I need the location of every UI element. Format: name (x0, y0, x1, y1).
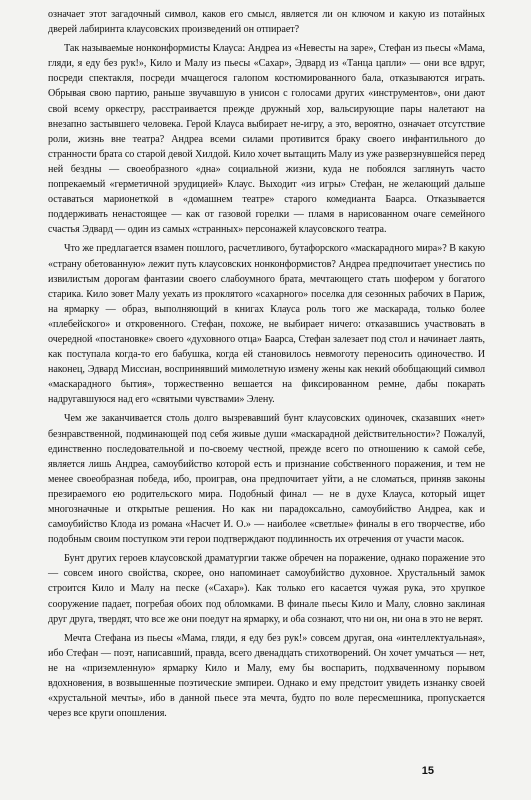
paragraph: означает этот загадочный символ, каков его смысл, является ли он ключом и какую из потайных дверей лабиринта клаусовских произведений он отпирает? (48, 9, 485, 36)
page-number: 15 (421, 765, 434, 777)
paragraph: Чем же заканчивается столь долго вызревавший бунт клаусовских одиночек, сказавших «нет» безнравственной, подминающей под себя живые души «маскарадной действительности»? Пожалуй, единственно последовательной и по-своему честной, прежде всего по отношению к самой себе, является лишь Андреа, самоубийство которой есть и признание собственного поражения, и тем не менее своеобразная победа, ибо, проиграв, она предпочитает уйти, а не сломаться, приняв законы презираемого ею родительского мира. Подобный финал — не в духе Клауса, который ищет многозначные и открытые решения. Но как ни парадоксально, самоубийство Андреа, как и самоубийство Клода из романа «Насчет И. О.» — наиболее «светлые» финалы в его творчестве, ибо подобным своим поступком эти герои подтверждают подлинность их отречения от участи масок. (48, 413, 485, 546)
paragraph: Так называемые нонконформисты Клауса: Андреа из «Невесты на заре», Стефан из пьесы «Мама, гляди, я еду без рук!», Кило и Малу из пьесы «Сахар», Эдвард из «Танца цапли» — они все вдруг, посреди спектакля, посреди мчащегося галопом костюмированного бала, отказываются играть. Обрывая свою партию, раньше звучавшую в унисон с голосами других «инструментов», они дают свой всему оркестру, расстраивается прежде дружный хор, вальсирующие пары налетают на внезапно застывшего человека. Герой Клауса выбирает не-игру, а это, вероятно, означает отсутствие роли, жизнь вне театра? Андреа всеми силами противится браку своего инфантильного до странности брата со старой девой Хилдой. Кило хочет вытащить Малу из уже разверзнувшейся перед ней бездны — своеобразного «дна» социальной жизни, куда не побоялся заглянуть часто попрекаемый «герметичной эрудицией» Клаус. Выходит «из игры» Стефан, не желающий дальше оставаться марионеткой в «домашнем театре» старого комедианта Баарса. Отказывается поддерживать ненастоящее — как от газовой горелки — пламя в нарисованном очаге семейного счастья Эдвард — один из самых «странных» персонажей клаусовского театра. (48, 43, 485, 236)
paragraph: Бунт других героев клаусовской драматургии также обречен на поражение, однако поражение это — совсем иного свойства, скорее, оно напоминает самоубийство духовное. Хрустальный замок строится Кило и Малу на песке («Сахар»). Как только его касается чужая рука, это хрупкое сооружение падает, погребая обоих под обломками. В финале пьесы Кило и Малу, словно заклиная друг друга, твердят, что все же они поедут на ярмарку, и оба сознают, что ни он, ни она в это не верят. (48, 553, 485, 625)
body-text (48, 7, 485, 721)
paragraph: Что же предлагается взамен пошлого, расчетливого, бутафорского «маскарадного мира»? В какую «страну обетованную» лежит путь клаусовских нонконформистов? Андреа предпочитает унестись по извилистым дорогам фантазии своего слабоумного брата, мечтающего стать шофером у богатого старика. Кило зовет Малу уехать из проклятого «сахарного» поселка для сезонных рабочих в Париж, на ярмарку — образ, выполняющий в книгах Клауса роль того же маскарада, только более «плебейского» и откровенного. Стефан, похоже, не выбирает ничего: отказавшись участвовать в очередной «постановке» своего «духовного отца» Баарса, Стефан залезает под стол и начинает лаять, как поступала когда-то его бабушка, когда ей становилось невмоготу переносить одиночество. И наконец, Эдвард Миссиан, воспринявший мимолетную измену жены как некий обобщающий символ «маскарадного бытия», торжественно вешается на фиксированном ремне, дабы покарать надругавшуюся над его «святыми чувствами» Элену. (48, 243, 485, 406)
paragraph: Мечта Стефана из пьесы «Мама, гляди, я еду без рук!» совсем другая, она «интеллектуальная», ибо Стефан — поэт, написавший, правда, всего двенадцать стихотворений. Он хочет умчаться — нет, не на «приземленную» ярмарку Кило и Малу, ему бы воспарить, подхваченному порывом вдохновения, в возвышенные поэтические эмпиреи. Однако и ему предстоит увидеть изнанку своей «хрустальной мечты», ибо в данной пьесе эта мечта, будто по воле пересмешника, пропускается через все круги опошления. (48, 632, 485, 720)
